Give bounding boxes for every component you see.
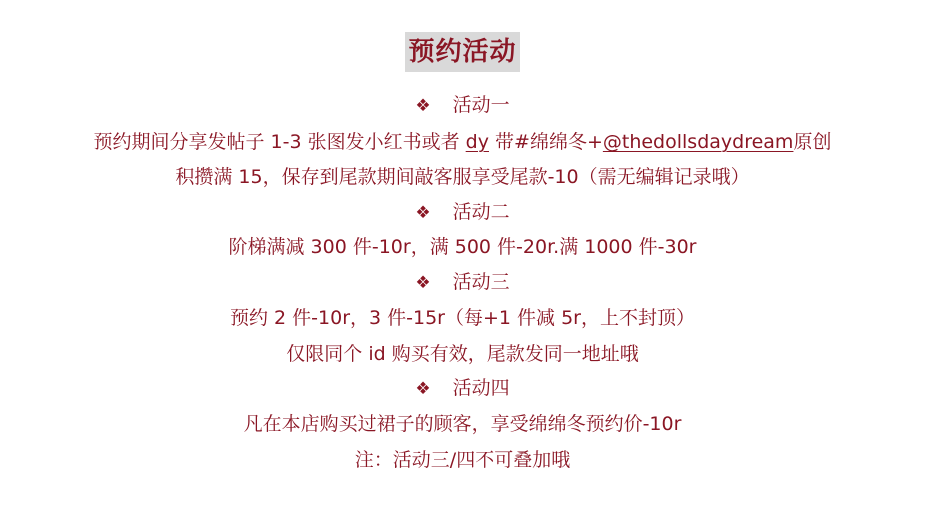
- activity-1-heading: [0, 92, 925, 119]
- activity-4-line-1: 凡在本店购买过裙子的顾客，享受绵绵冬预约价-10r: [243, 413, 682, 435]
- title-wrap: [0, 32, 925, 72]
- activity-2-line-1: 阶梯满减 300 件-10r，满 500 件-20r.满 1000 件-30r: [228, 236, 697, 258]
- account-tag: @thedollsdaydream: [602, 131, 794, 153]
- note: 注：活动三/四不可叠加哦: [354, 449, 571, 471]
- activity-3-title: 活动三: [452, 271, 510, 293]
- diamond-bullet-icon: ❖: [415, 96, 431, 116]
- activity-4-heading: [0, 375, 925, 402]
- activity-2-title: 活动二: [452, 201, 510, 223]
- page-title: 预约活动: [405, 32, 519, 72]
- dy-tag: dy: [465, 131, 489, 153]
- activity-1-text-post: 原创: [793, 131, 832, 153]
- diamond-bullet-icon: ❖: [415, 203, 431, 223]
- activity-3-line-1: 预约 2 件-10r，3 件-15r（每+1 件减 5r，上不封顶）: [230, 307, 695, 329]
- activity-1-line-1: [0, 129, 925, 155]
- diamond-bullet-icon: ❖: [415, 379, 431, 399]
- activity-3-line-2: 仅限同个 id 购买有效，尾款发同一地址哦: [286, 343, 639, 365]
- activity-3-heading: [0, 269, 925, 296]
- activity-1-text-pre: 预约期间分享发帖子 1-3 张图发小红书或者: [93, 131, 466, 153]
- activity-1-line-2: 积攒满 15，保存到尾款期间敲客服享受尾款-10（需无编辑记录哦）: [175, 166, 750, 188]
- diamond-bullet-icon: ❖: [415, 273, 431, 293]
- activity-1-text-mid: 带#绵绵冬+: [488, 131, 603, 153]
- activity-2-heading: [0, 199, 925, 226]
- activity-4-title: 活动四: [452, 377, 510, 399]
- activity-1-title: 活动一: [452, 94, 510, 116]
